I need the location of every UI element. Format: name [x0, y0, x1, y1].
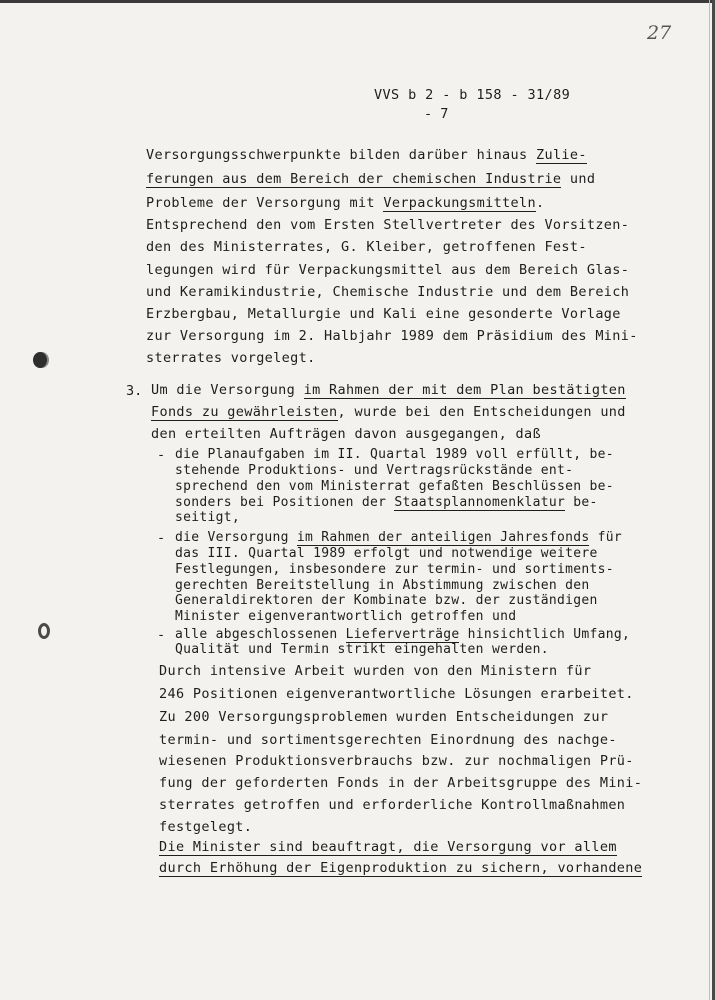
text-line — [159, 774, 642, 792]
text-segment: festgelegt. — [159, 819, 253, 835]
text-segment: be- — [565, 495, 598, 510]
text-segment: zur Versorgung im 2. Halbjahr 1989 dem Präsidium des Mini- — [146, 328, 638, 344]
scan-edge-right-inner — [709, 0, 710, 1000]
text-segment: sterrates vorgelegt. — [146, 350, 316, 366]
text-line — [175, 641, 549, 659]
text-segment: . — [535, 195, 545, 211]
text-line — [146, 283, 629, 301]
text-segment: sterrates getroffen und erforderliche Kontrollmaßnahmen — [159, 797, 626, 813]
text-segment: die Planaufgaben im II. Quartal 1989 voll erfüllt, be- — [175, 447, 614, 462]
text-line — [146, 327, 638, 345]
text-segment: gerechten Bereitstellung in Abstimmung zwischen den — [175, 578, 590, 593]
text-segment: das III. Quartal 1989 erfolgt und notwendige weitere — [175, 546, 598, 561]
text-segment: den des Ministerrates, G. Kleiber, getroffenen Fest- — [146, 239, 587, 255]
underlined-text: Verpackungsmitteln — [383, 195, 536, 211]
text-line — [159, 838, 617, 856]
point-number: 3. — [126, 383, 143, 399]
text-segment: hinsichtlich Umfang, — [459, 627, 631, 642]
text-segment: und Keramikindustrie, Chemische Industrie und dem Bereich — [146, 284, 630, 300]
text-line — [146, 261, 629, 279]
text-segment: Festlegungen, insbesondere zur termin- und sortiments- — [175, 562, 614, 577]
text-segment: 246 Positionen eigenverantwortliche Lösungen erarbeitet. — [159, 686, 634, 702]
scan-edge-top — [0, 0, 715, 3]
text-line — [146, 216, 629, 234]
underlined-text: Staatsplannomenklatur — [394, 495, 566, 510]
text-segment: wiesenen Produktionsverbrauchs bzw. zur nochmaligen Prü- — [159, 753, 634, 769]
text-line — [146, 238, 587, 256]
text-segment: sonders bei Positionen der — [175, 495, 395, 510]
text-segment: Um die Versorgung — [151, 382, 304, 398]
text-line — [146, 170, 595, 188]
text-segment: Durch intensive Arbeit wurden von den Ministern für — [159, 663, 592, 679]
punch-hole-mark — [38, 623, 50, 639]
text-line — [159, 859, 642, 877]
text-segment: Erzbergbau, Metallurgie und Kali eine gesonderte Vorlage — [146, 306, 621, 322]
text-segment: die Versorgung — [175, 530, 297, 545]
text-segment: legungen wird für Verpackungsmittel aus dem Bereich Glas- — [146, 262, 630, 278]
bullet-dash: - — [157, 627, 166, 643]
text-segment: Minister eigenverantwortlich getroffen und — [175, 609, 517, 624]
text-segment: Probleme der Versorgung mit — [146, 195, 384, 211]
text-line — [159, 818, 252, 836]
underlined-text: ferungen aus dem Bereich der chemischen Industrie — [146, 171, 562, 187]
bullet-dash: - — [157, 530, 166, 546]
text-line — [146, 349, 316, 367]
text-line — [159, 796, 625, 814]
text-segment: seitigt, — [175, 510, 241, 525]
text-line — [151, 381, 626, 399]
text-line — [151, 425, 541, 443]
text-segment: stehende Produktions- und Vertragsrückstände ent- — [175, 463, 574, 478]
text-segment: für — [589, 530, 622, 545]
text-segment: Generaldirektoren der Kombinate bzw. der zuständigen — [175, 593, 598, 608]
text-line — [146, 146, 587, 164]
document-reference: VVS b 2 - b 158 - 31/89 — [374, 87, 571, 103]
text-line — [146, 194, 544, 212]
text-segment: Entsprechend den vom Ersten Stellvertreter des Vorsitzen- — [146, 217, 630, 233]
text-line — [159, 685, 634, 703]
underlined-text: im Rahmen der anteiligen Jahresfonds — [296, 530, 590, 545]
text-segment: Versorgungsschwerpunkte bilden darüber hinaus — [146, 147, 536, 163]
text-line — [159, 752, 634, 770]
text-segment: termin- und sortimentsgerechten Einordnung des nachge- — [159, 732, 617, 748]
underlined-text: Fonds zu gewährleisten — [151, 404, 338, 420]
text-segment: alle abgeschlossenen — [175, 627, 346, 642]
text-segment: sprechend den vom Ministerrat gefaßten Beschlüssen be- — [175, 479, 614, 494]
page-number: - 7 — [424, 106, 449, 122]
underlined-text: durch Erhöhung der Eigenproduktion zu sichern, vorhandene — [159, 860, 643, 876]
text-segment: den erteilten Aufträgen davon ausgegangen, daß — [151, 426, 541, 442]
bullet-dash: - — [157, 447, 166, 463]
text-line — [159, 662, 591, 680]
punch-hole-mark — [33, 352, 47, 368]
text-line — [159, 731, 617, 749]
underlined-text: im Rahmen der mit dem Plan bestätigten — [303, 382, 626, 398]
text-line — [151, 403, 626, 421]
underlined-text: Die Minister sind beauftragt, die Versorgung vor allem — [159, 839, 617, 855]
handwritten-page-number: 27 — [647, 22, 672, 44]
text-line — [159, 708, 608, 726]
text-segment: fung der geforderten Fonds in der Arbeitsgruppe des Mini- — [159, 775, 643, 791]
text-line — [146, 305, 621, 323]
underlined-text: Zulie- — [535, 147, 587, 163]
text-line — [175, 608, 516, 626]
text-segment: und — [561, 171, 596, 187]
text-segment: Zu 200 Versorgungsproblemen wurden Entscheidungen zur — [159, 709, 609, 725]
text-line — [175, 509, 240, 527]
text-segment: Qualität und Termin strikt eingehalten werden. — [175, 642, 549, 657]
underlined-text: Lieferverträge — [345, 627, 460, 642]
text-segment: , wurde bei den Entscheidungen und — [337, 404, 626, 420]
